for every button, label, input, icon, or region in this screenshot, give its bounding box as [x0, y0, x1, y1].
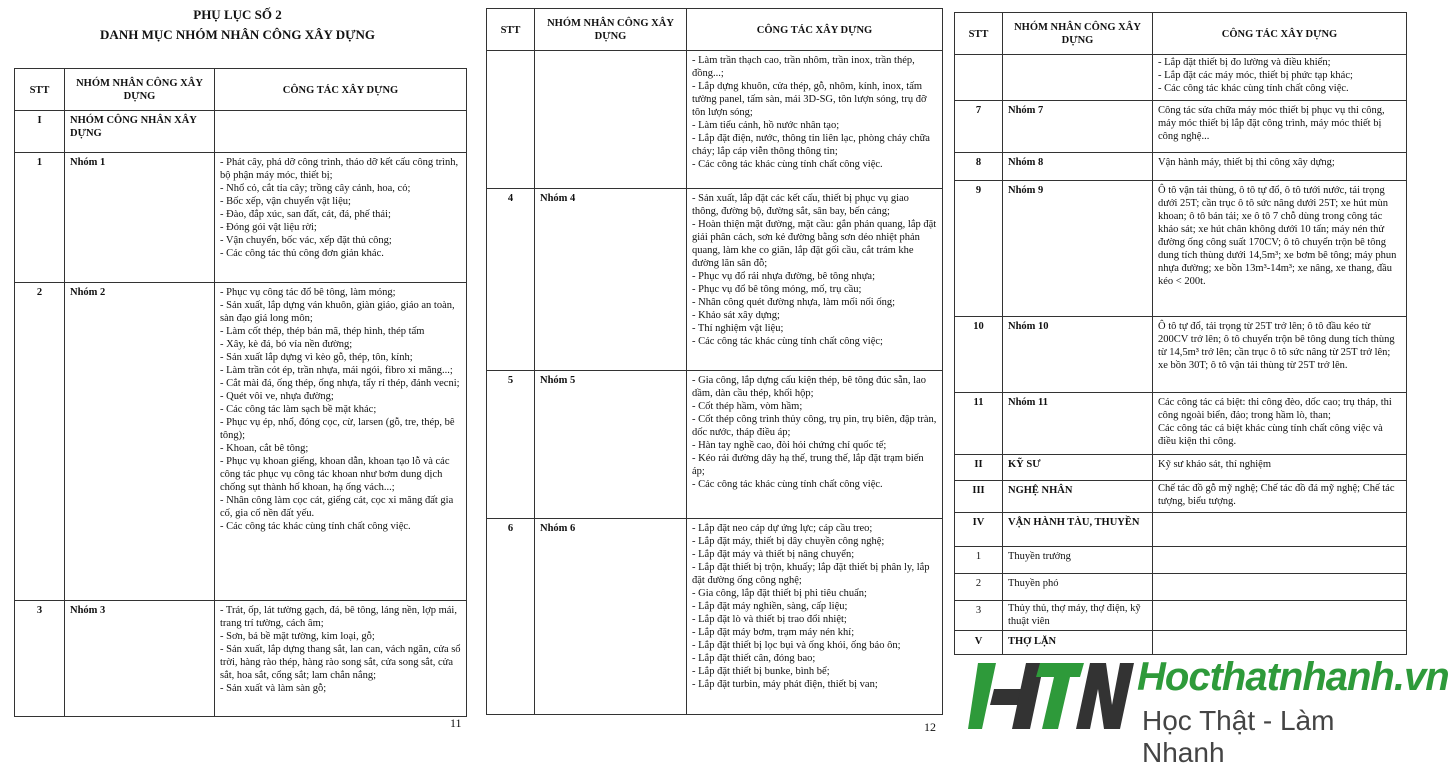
row-stt: 1	[15, 153, 65, 283]
row-group: Nhóm 11	[1003, 393, 1153, 455]
table-header-row	[955, 13, 1407, 55]
row-stt: 2	[15, 283, 65, 601]
table-row	[955, 601, 1407, 631]
table-row	[955, 101, 1407, 153]
work-item: - Lắp đặt máy, thiết bị dây chuyền công nghệ;	[692, 536, 885, 547]
table-row	[955, 481, 1407, 513]
work-item: - Lắp đặt neo cáp dự ứng lực; cáp cầu treo;	[692, 523, 873, 534]
row-stt: 1	[955, 547, 1003, 574]
work-item: - Các công tác làm sạch bề mặt khác;	[220, 404, 377, 415]
work-item: - Làm trần cót ép, trần nhựa, mái ngói, fibro xi măng...;	[220, 365, 453, 376]
row-work	[1153, 393, 1407, 455]
work-item: - Khảo sát xây dựng;	[692, 310, 780, 321]
table-header-row	[15, 69, 467, 111]
table-row	[955, 317, 1407, 393]
work-item: - Xây, kè đá, bó vỉa nền đường;	[220, 339, 353, 350]
row-work	[215, 601, 467, 717]
appendix-title: PHỤ LỤC SỐ 2	[193, 7, 282, 22]
row-work: Công tác sửa chữa máy móc thiết bị phục vụ thi công, máy móc thiết bị lắp đặt công trình, máy móc thiết bị công nghệ...	[1153, 101, 1407, 153]
row-stt: 11	[955, 393, 1003, 455]
work-item: - Các công tác khác cùng tính chất công việc.	[692, 479, 883, 490]
table-row	[955, 55, 1407, 101]
row-group: Nhóm 9	[1003, 181, 1153, 317]
labor-table-page-12	[486, 8, 943, 715]
row-stt: 9	[955, 181, 1003, 317]
page-number: 12	[924, 720, 936, 734]
row-stt: II	[955, 455, 1003, 481]
row-work	[1153, 547, 1407, 574]
header-work: CÔNG TÁC XÂY DỰNG	[215, 69, 467, 111]
row-group: Nhóm 1	[65, 153, 215, 283]
table-row	[487, 371, 943, 519]
row-stt	[487, 51, 535, 189]
work-item: - Hoàn thiện mặt đường, mặt cầu: gắn phản quang, lắp đặt giải phân cách, sơn kẻ đường bằng sơn dẻo nhiệt phản quang, làm khe co giãn, lắp đặt gối cầu, cắt trám khe đường lăn sân đỗ;	[692, 219, 937, 269]
table-row	[955, 181, 1407, 317]
table-row	[955, 547, 1407, 574]
row-work: Kỹ sư khảo sát, thí nghiệm	[1153, 455, 1407, 481]
table-row	[955, 153, 1407, 181]
row-group: Nhóm 7	[1003, 101, 1153, 153]
work-item: - Phục vụ đổ rải nhựa đường, bê tông nhựa;	[692, 271, 876, 282]
table-row	[955, 574, 1407, 601]
row-group: Nhóm 5	[535, 371, 687, 519]
work-item: - Lắp đặt turbin, máy phát điện, thiết bị van;	[692, 679, 878, 690]
labor-table-page-11	[14, 68, 467, 717]
work-item: - Sản xuất, lắp dựng ván khuôn, giàn giáo, giáo an toàn, sàn đạo giá long môn;	[220, 300, 455, 324]
table-row	[15, 153, 467, 283]
row-work	[687, 51, 943, 189]
header-stt: STT	[955, 13, 1003, 55]
row-group: Thuyền trưởng	[1003, 547, 1153, 574]
row-group: THỢ LẶN	[1003, 631, 1153, 655]
work-item: - Sản xuất, lắp dựng thang sắt, lan can, vách ngăn, cửa sổ trời, hàng rào thép, hàng rào song sắt, cửa song sắt, cửa sắt, hoa sắt, cổng sắt; lam chắn nắng;	[220, 644, 461, 681]
work-item: - Cốt thép hầm, vòm hầm;	[692, 401, 803, 412]
row-work	[1153, 513, 1407, 547]
row-stt: 6	[487, 519, 535, 715]
work-item: - Làm tiểu cảnh, hồ nước nhân tạo;	[692, 120, 840, 131]
work-item: - Sản xuất, lắp đặt các kết cấu, thiết bị phục vụ giao thông, đường bộ, đường sắt, sân bay, bến cảng;	[692, 193, 909, 217]
work-item: - Khoan, cắt bê tông;	[220, 443, 309, 454]
row-stt: 10	[955, 317, 1003, 393]
work-item: - Các công tác thủ công đơn giản khác.	[220, 248, 384, 259]
work-item: - Nhổ cỏ, cắt tỉa cây; trồng cây cảnh, hoa, cỏ;	[220, 183, 411, 194]
work-item: Các công tác cá biệt: thi công đèo, dốc cao; trụ tháp, thi công ngoài biển, đảo; trong hầm lò, than;	[1158, 397, 1392, 421]
row-group: KỸ SƯ	[1003, 455, 1153, 481]
row-group	[1003, 55, 1153, 101]
brand-tagline: Học Thật - Làm Nhanh	[1142, 705, 1335, 768]
work-item: - Phục vụ công tác đổ bê tông, làm móng;	[220, 287, 396, 298]
row-stt	[955, 55, 1003, 101]
header-work: CÔNG TÁC XÂY DỰNG	[1153, 13, 1407, 55]
table-row	[955, 513, 1407, 547]
work-item: - Sản xuất và làm sàn gỗ;	[220, 683, 327, 694]
work-item: - Đào, đắp xúc, san đất, cát, đá, phế thải;	[220, 209, 391, 220]
row-stt: I	[15, 111, 65, 153]
row-stt: 3	[955, 601, 1003, 631]
work-item: - Trát, ốp, lát tường gạch, đá, bê tông, láng nền, lợp mái, trang trí tường, cách âm;	[220, 605, 457, 629]
table-row	[487, 519, 943, 715]
work-item: - Lắp đặt máy bơm, trạm máy nén khí;	[692, 627, 855, 638]
work-item: - Lắp đặt thiết bị lọc bụi và ống khói, ống bảo ôn;	[692, 640, 901, 651]
work-item: - Sản xuất lắp dựng vì kèo gỗ, thép, tôn, kính;	[220, 352, 413, 363]
row-group: Nhóm 3	[65, 601, 215, 717]
header-work: CÔNG TÁC XÂY DỰNG	[687, 9, 943, 51]
table-row	[955, 455, 1407, 481]
row-work	[1153, 601, 1407, 631]
work-item: - Lắp đặt các máy móc, thiết bị phức tạp khác;	[1158, 70, 1353, 81]
work-item: - Phục vụ ép, nhổ, đóng cọc, cừ, larsen (gỗ, tre, thép, bê tông);	[220, 417, 455, 441]
row-work	[215, 153, 467, 283]
document-page-13	[950, 0, 1409, 750]
row-work	[1153, 55, 1407, 101]
work-item: - Quét vôi ve, nhựa đường;	[220, 391, 334, 402]
table-row	[15, 601, 467, 717]
header-stt: STT	[487, 9, 535, 51]
work-item: - Gia công, lắp dựng cấu kiện thép, bê tông đúc sẵn, lao dầm, dàn cầu thép, khối hộp;	[692, 375, 926, 399]
work-item: - Lắp đặt thiết bị đo lường và điều khiển;	[1158, 57, 1331, 68]
work-item: - Gia công, lắp đặt thiết bị phi tiêu chuẩn;	[692, 588, 867, 599]
row-group: Nhóm 2	[65, 283, 215, 601]
work-item: Các công tác cá biệt khác cùng tính chất công việc và điều kiện thi công.	[1158, 423, 1383, 447]
row-work	[215, 283, 467, 601]
row-work	[1153, 574, 1407, 601]
htn-logo-mark-icon	[972, 655, 1132, 735]
header-group: NHÓM NHÂN CÔNG XÂY DỰNG	[65, 69, 215, 111]
row-work	[215, 111, 467, 153]
row-stt: 2	[955, 574, 1003, 601]
work-item: - Các công tác khác cùng tính chất công việc.	[1158, 83, 1349, 94]
row-work	[1153, 631, 1407, 655]
brand-name: Hocthatnhanh.vn	[1137, 655, 1449, 699]
row-group: Thuyền phó	[1003, 574, 1153, 601]
row-stt: 3	[15, 601, 65, 717]
row-stt: III	[955, 481, 1003, 513]
row-group: Nhóm 8	[1003, 153, 1153, 181]
header-stt: STT	[15, 69, 65, 111]
row-work: Ô tô vận tải thùng, ô tô tự đổ, ô tô tưới nước, tải trọng dưới 25T; cần trục ô tô sức nâng dưới 25T; xe hút mùn khoan; ô tô bán tải; xe ô tô 7 chỗ dùng trong công tác khảo sát; xe hút chân không dưới 10 tấn; máy nén thử đường ống công suất 170CV; ô tô chuyển trộn bê tông dung tích thùng dưới 14,5m³; xe bơm bê tông; máy phun nhựa đường; xe bồn 13m³-14m³; xe nâng, xe thang, đầu kéo < 200t.	[1153, 181, 1407, 317]
labor-table-page-13	[954, 12, 1407, 655]
row-stt: 4	[487, 189, 535, 371]
work-item: - Lắp đặt thiết bị bunke, bình bể;	[692, 666, 830, 677]
row-work: Ô tô tự đổ, tải trọng từ 25T trở lên; ô tô đầu kéo từ 200CV trở lên; ô tô chuyển trộn bê tông dung tích thùng từ 14,5m³ trở lên; cần trục ô tô sức nâng từ 25T trở lên; xe bồn 30T; ô tô vận tải thùng từ 25T trở lên.	[1153, 317, 1407, 393]
work-item: - Lắp đặt thiết bị trộn, khuấy; lắp đặt thiết bị phân ly, lắp đặt đường ống công nghệ;	[692, 562, 930, 586]
hocthatnhanh-logo	[972, 655, 1449, 768]
table-row	[955, 393, 1407, 455]
table-row	[487, 189, 943, 371]
work-item: - Làm trần thạch cao, trần nhôm, trần inox, trần thép, đồng...;	[692, 55, 915, 79]
row-group: NHÓM CÔNG NHÂN XÂY DỰNG	[65, 111, 215, 153]
row-stt: IV	[955, 513, 1003, 547]
table-header-row	[487, 9, 943, 51]
appendix-subtitle: DANH MỤC NHÓM NHÂN CÔNG XÂY DỰNG	[100, 27, 375, 42]
row-work: Chế tác đồ gỗ mỹ nghệ; Chế tác đồ đá mỹ nghệ; Chế tác tượng, biểu tượng.	[1153, 481, 1407, 513]
row-group: VẬN HÀNH TÀU, THUYỀN	[1003, 513, 1153, 547]
table-row	[15, 283, 467, 601]
row-work	[687, 371, 943, 519]
work-item: - Đóng gói vật liệu rời;	[220, 222, 317, 233]
row-group: Nhóm 6	[535, 519, 687, 715]
page-number: 11	[450, 716, 462, 730]
work-item: - Lắp đặt lò và thiết bị trao đổi nhiệt;	[692, 614, 847, 625]
work-item: - Lắp đặt máy và thiết bị nâng chuyển;	[692, 549, 855, 560]
header-group: NHÓM NHÂN CÔNG XÂY DỰNG	[535, 9, 687, 51]
work-item: - Lắp dựng khuôn, cửa thép, gỗ, nhôm, kính, inox, tấm tường panel, tấm sàn, mái 3D-SG, tôn lượn sóng, trụ đỡ tôn lượn sóng;	[692, 81, 927, 118]
work-item: - Lắp đặt điện, nước, thông tin liên lạc, phòng cháy chữa cháy; lắp cáp viễn thông thông tin;	[692, 133, 930, 157]
document-page-12	[478, 0, 948, 750]
work-item: - Phát cây, phá dỡ công trình, tháo dỡ kết cấu công trình, bộ phận máy móc, thiết bị;	[220, 157, 459, 181]
row-work	[687, 519, 943, 715]
table-row	[15, 111, 467, 153]
row-group: Nhóm 4	[535, 189, 687, 371]
work-item: - Nhân công quét đường nhựa, làm mối nối ống;	[692, 297, 895, 308]
row-stt: 7	[955, 101, 1003, 153]
work-item: - Sơn, bả bề mặt tường, kim loại, gỗ;	[220, 631, 375, 642]
row-group: Thủy thủ, thợ máy, thợ điện, kỹ thuật viên	[1003, 601, 1153, 631]
work-item: - Các công tác khác cùng tính chất công việc.	[220, 521, 411, 532]
document-page-11	[0, 0, 475, 750]
row-stt: V	[955, 631, 1003, 655]
work-item: - Các công tác khác cùng tính chất công việc;	[692, 336, 883, 347]
row-work: Vận hành máy, thiết bị thi công xây dựng;	[1153, 153, 1407, 181]
work-item: - Các công tác khác cùng tính chất công việc.	[692, 159, 883, 170]
row-stt: 5	[487, 371, 535, 519]
work-item: - Vận chuyển, bốc vác, xếp đặt thủ công;	[220, 235, 392, 246]
row-stt: 8	[955, 153, 1003, 181]
work-item: - Phục vụ đổ bê tông móng, mố, trụ cầu;	[692, 284, 862, 295]
work-item: - Cốt thép công trình thủy công, trụ pin, trụ biên, đập tràn, dốc nước, tháp điều áp;	[692, 414, 937, 438]
work-item: - Nhân công làm cọc cát, giếng cát, cọc xi măng đất gia cố, gia cố nền đất yếu.	[220, 495, 454, 519]
work-item: - Làm cốt thép, thép bản mã, thép hình, thép tấm	[220, 326, 425, 337]
table-row	[955, 631, 1407, 655]
table-row	[487, 51, 943, 189]
work-item: - Thí nghiệm vật liệu;	[692, 323, 784, 334]
row-group: NGHỆ NHÂN	[1003, 481, 1153, 513]
work-item: - Cắt mài đá, ống thép, ống nhựa, tẩy rỉ thép, đánh vecni;	[220, 378, 460, 389]
work-item: - Hàn tay nghề cao, đòi hỏi chứng chỉ quốc tế;	[692, 440, 887, 451]
work-item: - Lắp đặt máy nghiền, sàng, cấp liệu;	[692, 601, 848, 612]
work-item: - Bốc xếp, vận chuyển vật liệu;	[220, 196, 351, 207]
row-group: Nhóm 10	[1003, 317, 1153, 393]
work-item: - Phục vụ khoan giếng, khoan dẫn, khoan tạo lỗ và các công tác phục vụ công tác khoan như bơm dung dịch chống sụt thành hố khoan, hạ ống vách...;	[220, 456, 450, 493]
work-item: - Kéo rải đường dây hạ thế, trung thế, lắp đặt trạm biến áp;	[692, 453, 924, 477]
row-group	[535, 51, 687, 189]
work-item: - Lắp đặt thiết cân, đóng bao;	[692, 653, 816, 664]
header-group: NHÓM NHÂN CÔNG XÂY DỰNG	[1003, 13, 1153, 55]
row-work	[687, 189, 943, 371]
